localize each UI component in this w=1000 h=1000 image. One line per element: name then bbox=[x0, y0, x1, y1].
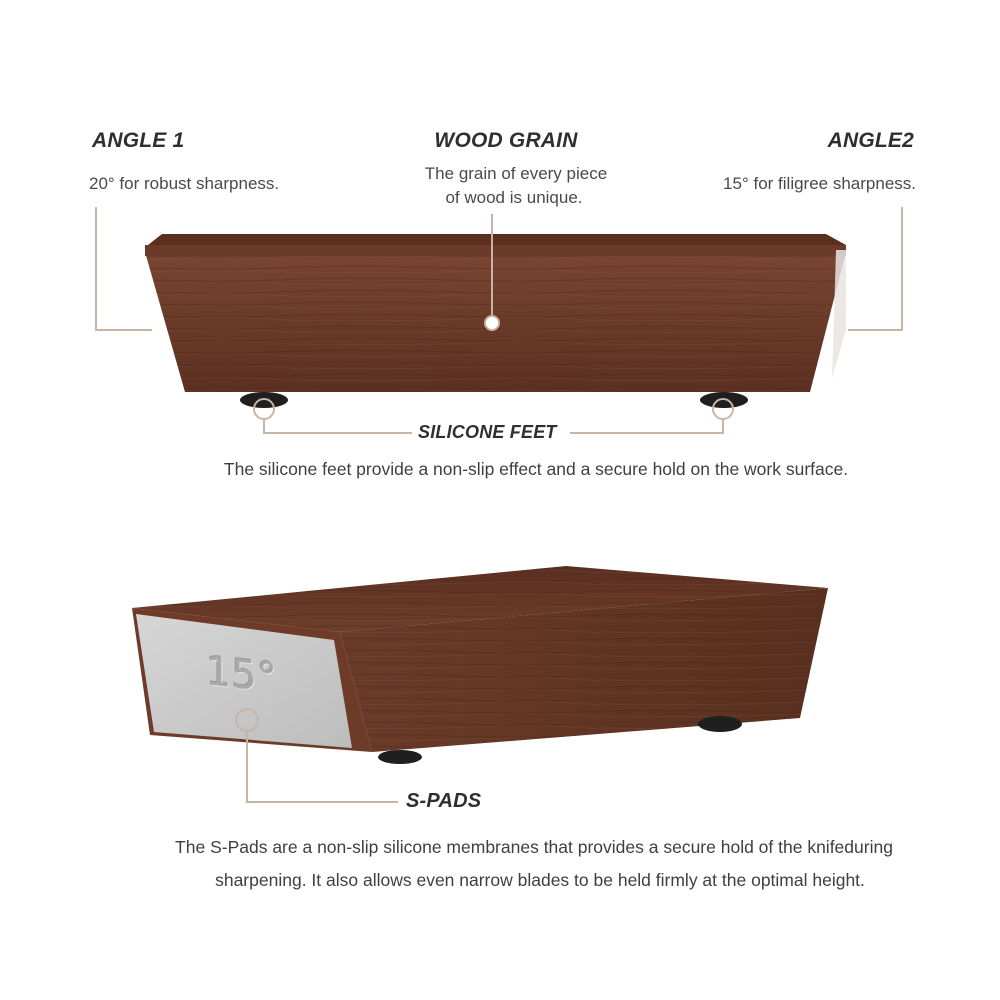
silicone-feet-desc: The silicone feet provide a non-slip effect and a secure hold on the work surface. bbox=[223, 459, 849, 479]
angle2-desc: 15° for filigree sharpness. bbox=[723, 174, 916, 193]
s-pads-title: S-PADS bbox=[406, 790, 482, 812]
silicone-foot-back bbox=[698, 716, 742, 732]
silicone-feet-title: SILICONE FEET bbox=[418, 422, 557, 442]
wood-grain-title: WOOD GRAIN bbox=[434, 129, 578, 152]
upper-wood-block bbox=[145, 234, 846, 392]
angle2-title: ANGLE2 bbox=[827, 129, 914, 152]
wood-grain-desc-line1: The grain of every piece bbox=[424, 164, 608, 183]
silicone-foot-front bbox=[378, 750, 422, 764]
angle1-title: ANGLE 1 bbox=[92, 129, 185, 152]
wood-grain-desc-line2: of wood is unique. bbox=[445, 188, 583, 207]
pad-angle-label: 15° bbox=[206, 648, 277, 702]
s-pads-desc-line1: The S-Pads are a non-slip silicone membranes that provides a secure hold of the knifeduring bbox=[175, 837, 893, 857]
angle1-desc: 20° for robust sharpness. bbox=[89, 174, 280, 193]
s-pads-desc-line2: sharpening. It also allows even narrow blades to be held firmly at the optimal height. bbox=[215, 870, 865, 890]
